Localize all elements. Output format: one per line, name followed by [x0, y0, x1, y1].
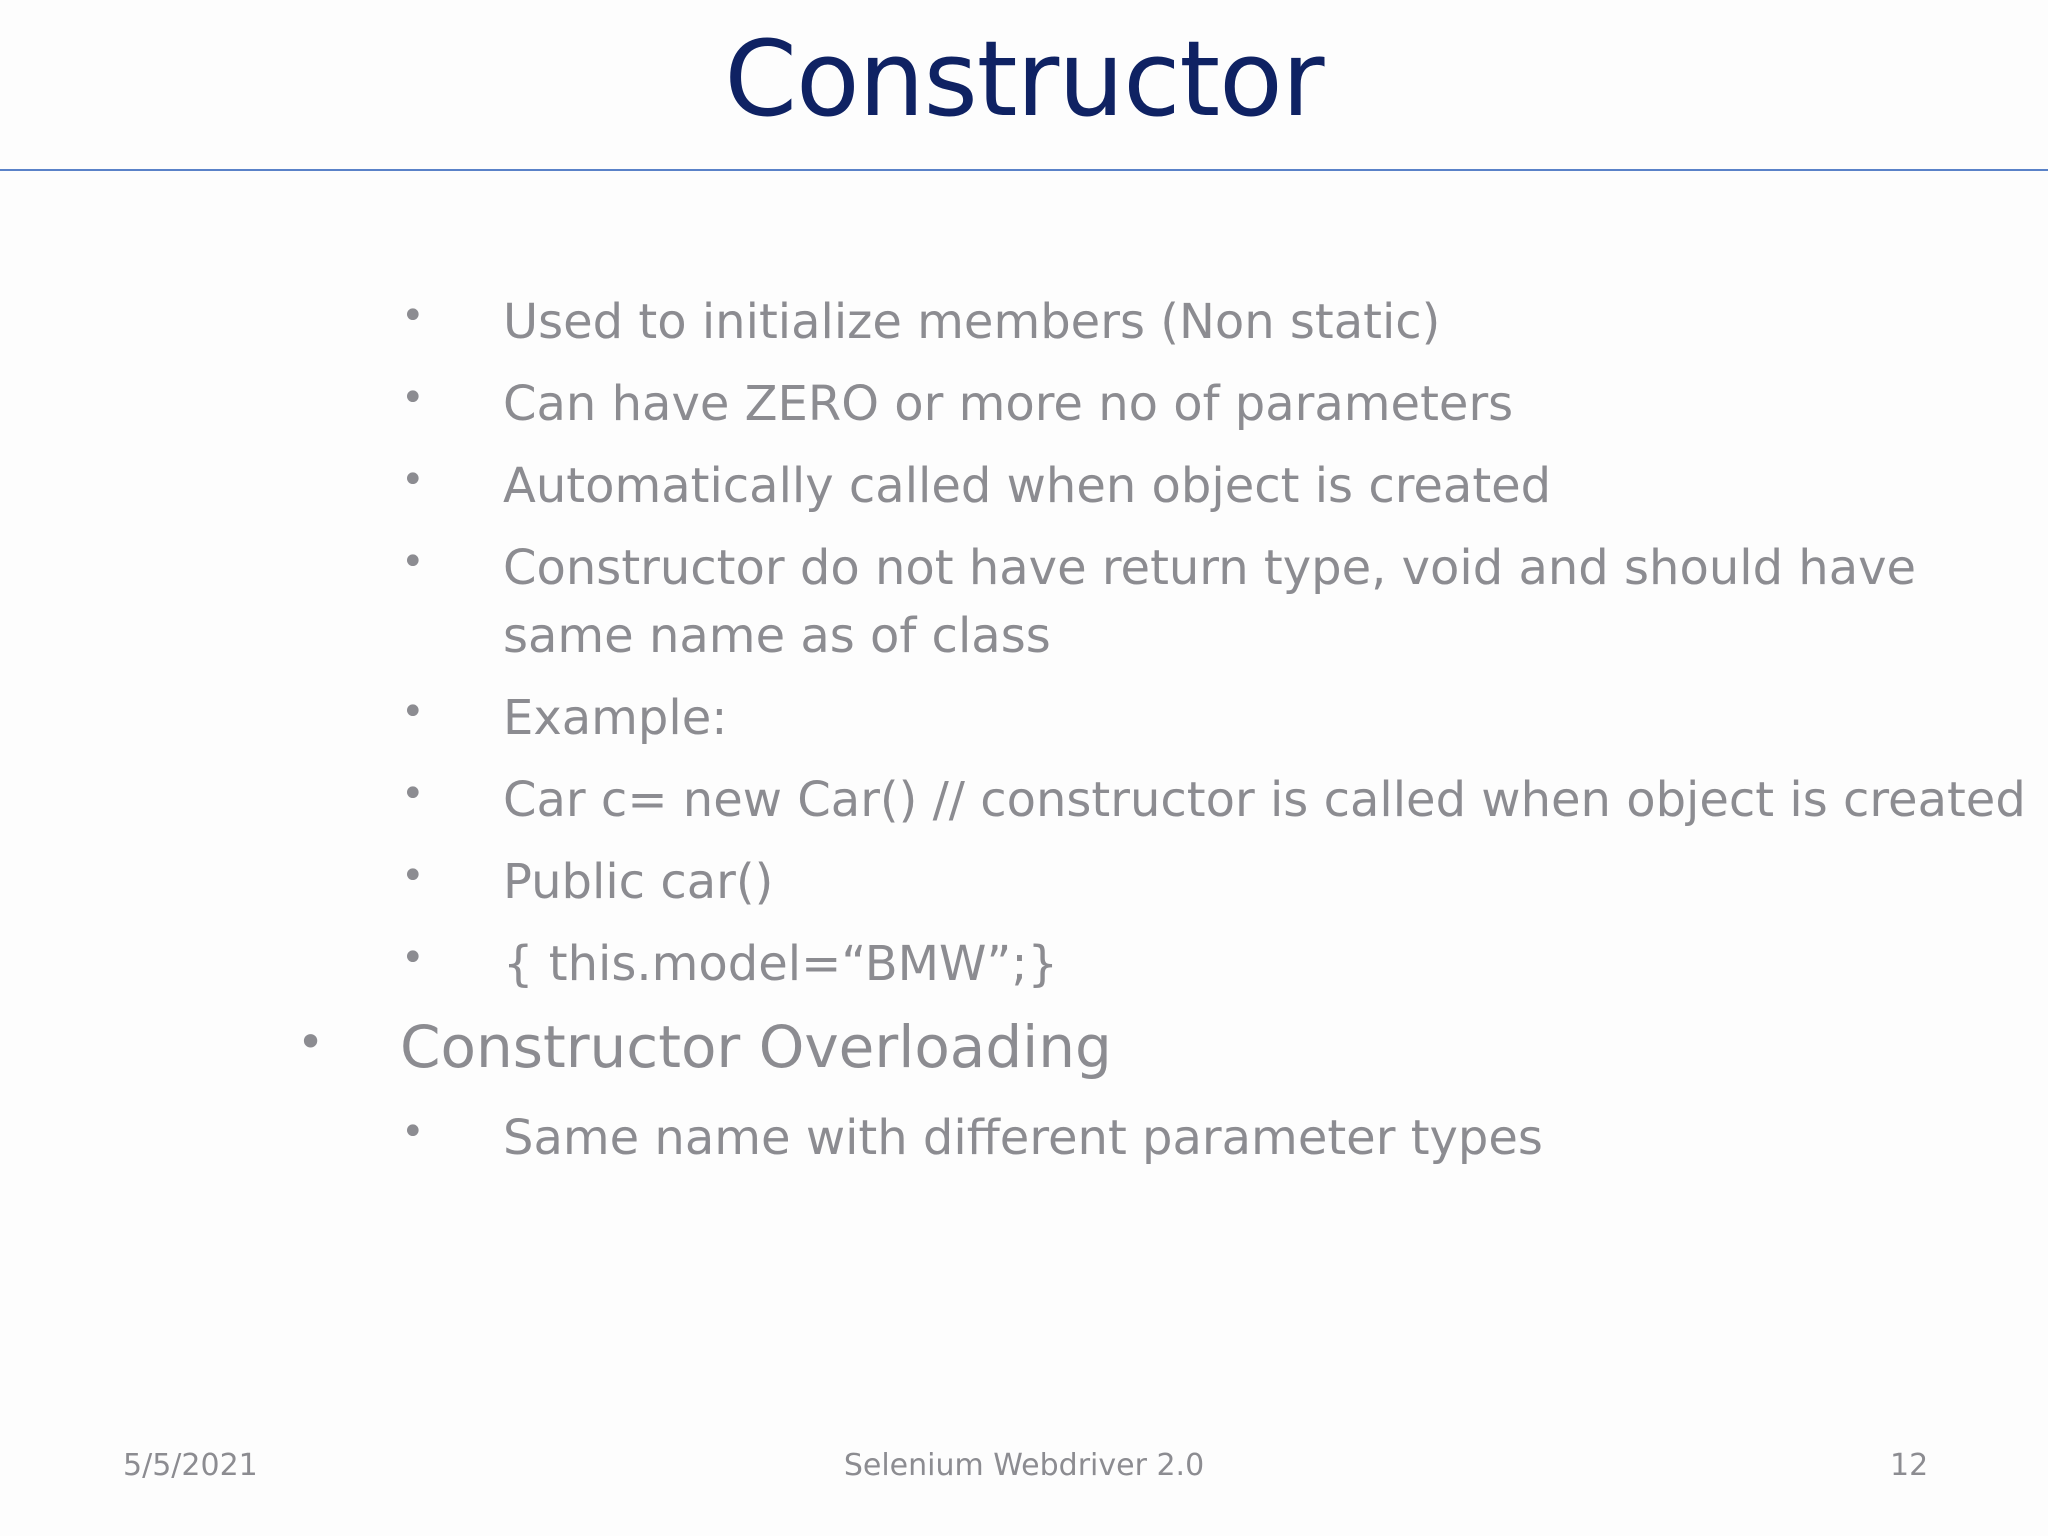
bullet-dot: •	[401, 1109, 425, 1155]
bullet-text: Used to initialize members (Non static)	[503, 294, 1441, 350]
footer-title: Selenium Webdriver 2.0	[843, 1448, 1205, 1483]
bullet-text: Constructor do not have return type, void and should have	[503, 540, 1917, 596]
bullet-text: Example:	[503, 690, 728, 746]
bullet-text: Automatically called when object is created	[503, 458, 1552, 514]
bullet-text: Car c= new Car() // constructor is called when object is created	[503, 772, 2026, 828]
bullet-text: Same name with different parameter types	[503, 1110, 1543, 1166]
bullet-dot: •	[401, 293, 425, 339]
footer-page-number: 12	[1890, 1448, 1929, 1483]
bullet-dot: •	[401, 375, 425, 421]
bullet-dot: •	[401, 771, 425, 817]
bullet-dot: •	[401, 689, 425, 735]
footer-date: 5/5/2021	[123, 1448, 258, 1483]
bullet-dot: •	[297, 1015, 325, 1069]
bullet-text: Public car()	[503, 854, 774, 910]
bullet-text: same name as of class	[503, 608, 1051, 664]
bullet-text: { this.model=“BMW”;}	[503, 936, 1059, 992]
bullet-text: Constructor Overloading	[400, 1013, 1112, 1081]
bullet-dot: •	[401, 853, 425, 899]
bullet-dot: •	[401, 539, 425, 585]
bullet-text: Can have ZERO or more no of parameters	[503, 376, 1514, 432]
bullet-dot: •	[401, 457, 425, 503]
bullet-dot: •	[401, 935, 425, 981]
slide-title: Constructor	[724, 18, 1324, 140]
